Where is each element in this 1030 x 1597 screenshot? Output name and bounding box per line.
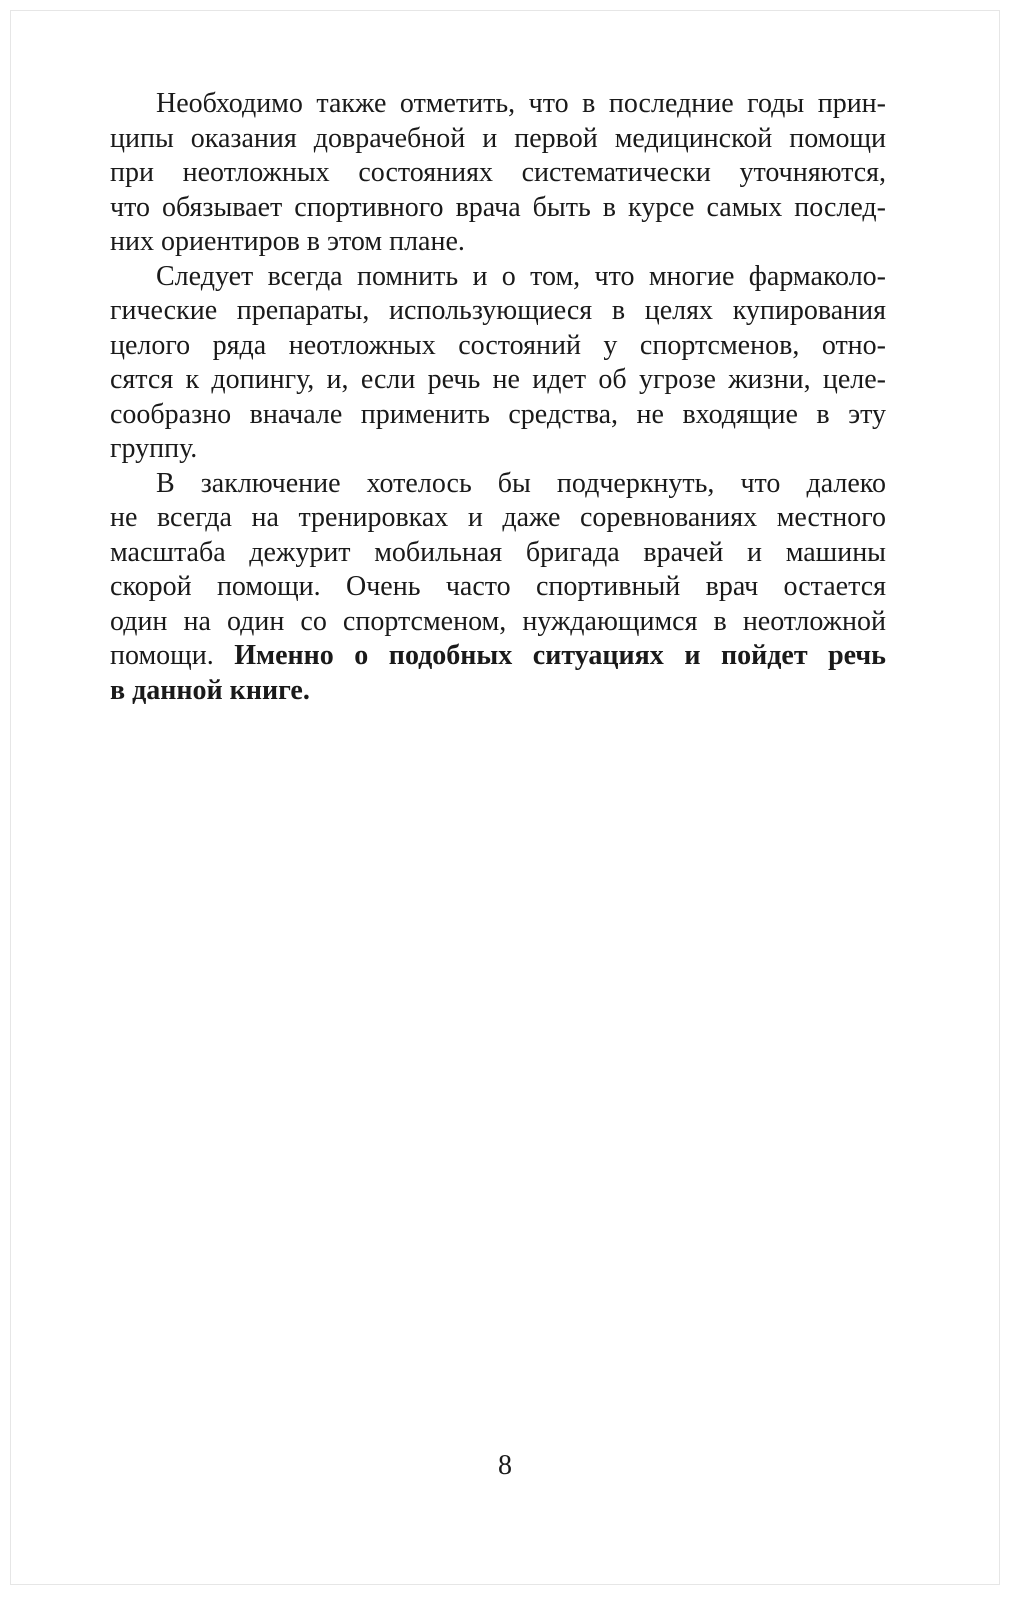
paragraph-3-line-7-bold: в данной книге. xyxy=(110,674,310,706)
paragraph-2-line-5: сообразно вначале применить средства, не входящие в эту xyxy=(110,398,886,430)
paragraph-2-line-3: целого ряда неотложных состояний у спортсменов, отно- xyxy=(110,329,886,361)
paragraph-1-line-1: Необходимо также отметить, что в последние годы прин- xyxy=(156,88,886,119)
paragraph-3-line-6-bold: Именно о подобных ситуациях и пойдет речь xyxy=(234,640,886,671)
paragraph-1-line-5: них ориентиров в этом плане. xyxy=(110,226,465,257)
body-text xyxy=(110,87,886,708)
paragraph-2-line-6: группу. xyxy=(110,433,198,464)
paragraph-2-line-4: сятся к допингу, и, если речь не идет об угрозе жизни, целе- xyxy=(110,364,886,395)
paragraph-3-line-2: не всегда на тренировках и даже соревнованиях местного xyxy=(110,502,886,533)
paragraph-2-line-1: Следует всегда помнить и о том, что многие фармаколо- xyxy=(156,260,886,292)
paragraph-2-line-2: гические препараты, использующиеся в целях купирования xyxy=(110,295,886,326)
paragraph-3-line-6 xyxy=(110,639,886,674)
paragraph-3-line-4: скорой помощи. Очень часто спортивный врач остается xyxy=(110,571,886,602)
page-number: 8 xyxy=(498,1450,512,1481)
paragraph-3-line-6-normal: помощи. xyxy=(110,640,235,671)
paragraph-3-line-1: В заключение хотелось бы подчеркнуть, что далеко xyxy=(156,467,886,499)
paragraph-3-line-5: один на один со спортсменом, нуждающимся в неотложной xyxy=(110,605,886,637)
paragraph-1-line-4: что обязывает спортивного врача быть в курсе самых послед- xyxy=(110,191,886,223)
paragraph-1-line-3: при неотложных состояниях систематически уточняются, xyxy=(110,157,886,188)
paragraph-3-line-7 xyxy=(110,674,886,709)
paragraph-1-line-2: ципы оказания доврачебной и первой медицинской помощи xyxy=(110,122,886,154)
paragraph-3-line-3: масштаба дежурит мобильная бригада врачей и машины xyxy=(110,536,886,568)
